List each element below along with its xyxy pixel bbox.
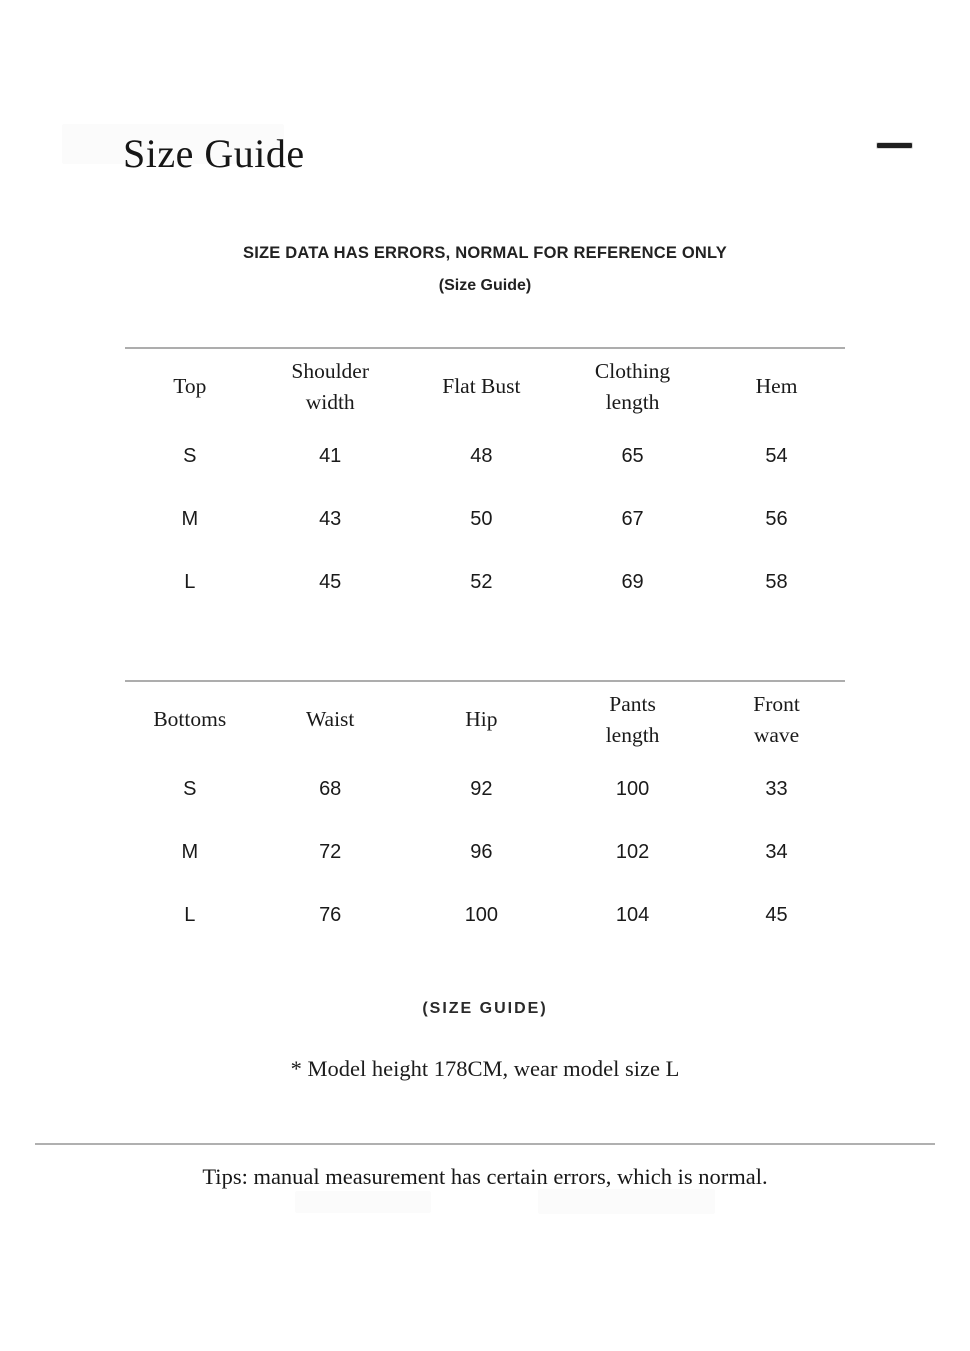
tips-text: Tips: manual measurement has certain errors, which is normal. xyxy=(202,1164,768,1189)
column-header-label: Hip xyxy=(465,707,498,732)
size-value: 45 xyxy=(765,904,788,926)
size-value: 50 xyxy=(470,508,493,530)
size-value: 69 xyxy=(621,571,644,593)
size-value: 92 xyxy=(470,778,493,800)
size-value: 58 xyxy=(765,571,788,593)
column-header-label: Pants length xyxy=(605,691,660,747)
column-header-label: Bottoms xyxy=(153,707,227,732)
size-notice xyxy=(0,244,970,295)
size-value: 43 xyxy=(319,508,342,530)
size-label: M xyxy=(181,508,199,530)
column-header-flat-bust xyxy=(406,371,557,402)
size-label: M xyxy=(181,841,199,863)
size-value: 54 xyxy=(765,445,788,467)
table-row xyxy=(125,488,845,551)
column-header-label: Top xyxy=(173,374,207,399)
column-header-label: Flat Bust xyxy=(442,374,521,399)
minus-icon xyxy=(877,143,912,148)
column-header-hem xyxy=(708,371,845,402)
column-header-hip xyxy=(406,704,557,735)
column-header-shoulder-width xyxy=(255,356,406,418)
column-header-pants-length xyxy=(557,689,708,751)
table-row xyxy=(125,884,845,947)
table-row xyxy=(125,821,845,884)
size-value: 65 xyxy=(621,445,644,467)
size-label: L xyxy=(184,904,196,926)
size-value: 104 xyxy=(615,904,650,926)
background-artifact xyxy=(538,1189,715,1214)
size-value: 45 xyxy=(319,571,342,593)
size-value: 33 xyxy=(765,778,788,800)
page-title: Size Guide xyxy=(123,131,305,176)
column-header-label: Shoulder width xyxy=(291,358,369,414)
size-value: 76 xyxy=(319,904,342,926)
size-value: 96 xyxy=(470,841,493,863)
size-label: L xyxy=(184,571,196,593)
top-size-table xyxy=(125,347,845,614)
table-header-row xyxy=(125,349,845,425)
size-value: 41 xyxy=(319,445,342,467)
collapse-button[interactable] xyxy=(866,128,922,162)
size-value: 72 xyxy=(319,841,342,863)
size-value: 100 xyxy=(615,778,650,800)
column-header-label: Clothing length xyxy=(594,358,671,414)
table-row xyxy=(125,758,845,821)
size-guide-caption: (SIZE GUIDE) xyxy=(422,1000,548,1017)
size-value: 52 xyxy=(470,571,493,593)
column-header-waist xyxy=(255,704,406,735)
size-value: 34 xyxy=(765,841,788,863)
divider xyxy=(35,1143,935,1145)
size-value: 68 xyxy=(319,778,342,800)
table-header-row xyxy=(125,682,845,758)
table-row xyxy=(125,425,845,488)
column-header-top xyxy=(125,371,255,402)
column-header-front-wave xyxy=(708,689,845,751)
size-value: 100 xyxy=(464,904,499,926)
size-label: S xyxy=(183,778,197,800)
column-header-label: Front wave xyxy=(753,691,800,747)
size-label: S xyxy=(183,445,197,467)
model-note: * Model height 178CM, wear model size L xyxy=(290,1056,680,1081)
column-header-label: Hem xyxy=(755,374,798,399)
column-header-bottoms xyxy=(125,704,255,735)
size-value: 102 xyxy=(615,841,650,863)
column-header-label: Waist xyxy=(305,707,355,732)
size-value: 48 xyxy=(470,445,493,467)
background-artifact xyxy=(295,1191,431,1213)
notice-subtext: (Size Guide) xyxy=(438,277,532,294)
table-row xyxy=(125,551,845,614)
column-header-clothing-length xyxy=(557,356,708,418)
bottoms-size-table xyxy=(125,680,845,947)
size-value: 67 xyxy=(621,508,644,530)
size-value: 56 xyxy=(765,508,788,530)
notice-text: SIZE DATA HAS ERRORS, NORMAL FOR REFERENCE ONLY xyxy=(243,244,727,262)
